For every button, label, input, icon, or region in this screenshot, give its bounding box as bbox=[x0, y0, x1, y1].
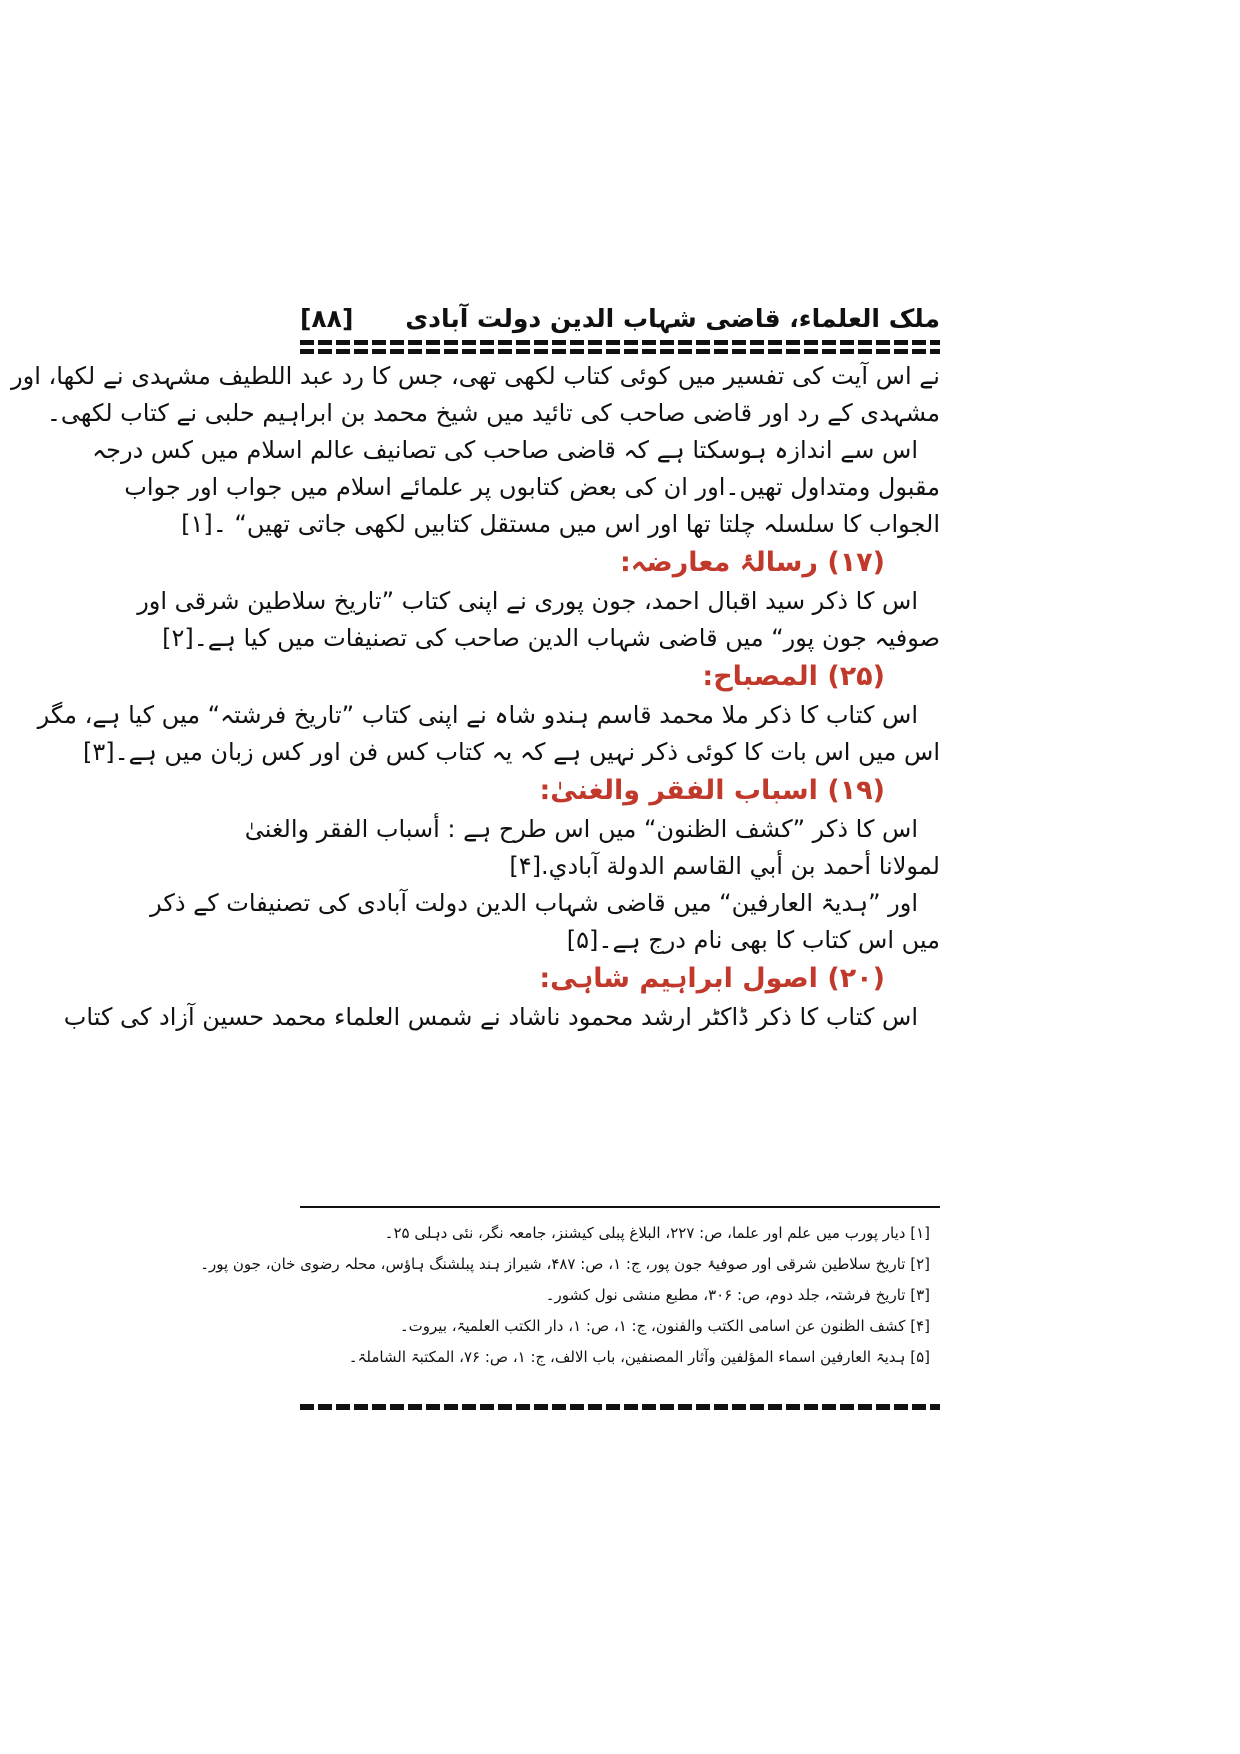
document-page bbox=[11, 300, 940, 1450]
footnote-5: [۵] ہدیۃ العارفین اسماء المؤلفین وآثار المصنفین، باب الالف، ج: ۱، ص: ۷۶، المکتبۃ الشاملۃ۔ bbox=[348, 1348, 930, 1366]
paragraph-line: مقبول ومتداول تھیں۔اور ان کی بعض کتابوں پر علمائے اسلام میں جواب اور جواب bbox=[124, 473, 940, 501]
footer-dashed-rule bbox=[300, 1404, 940, 1410]
page-number: [۸۸] bbox=[300, 304, 354, 333]
paragraph-line: اس کا ذکر ”کشف الظنون“ میں اس طرح ہے : أسباب الفقر والغنیٰ bbox=[244, 815, 918, 843]
paragraph-line: اس میں اس بات کا کوئی ذکر نہیں ہے کہ یہ کتاب کس فن اور کس زبان میں ہے۔[۳] bbox=[82, 738, 940, 766]
footnotes bbox=[200, 1218, 940, 1373]
paragraph-line: میں اس کتاب کا بھی نام درج ہے۔[۵] bbox=[566, 926, 940, 954]
footnote-3: [۳] تاریخ فرشتہ، جلد دوم، ص: ۳۰۶، مطبع منشی نول کشور۔ bbox=[545, 1286, 930, 1304]
footnote-1: [۱] دیار پورب میں علم اور علما، ص: ۲۲۷، البلاغ پبلی کیشنز، جامعہ نگر، نئی دہلی ۲۵۔ bbox=[384, 1224, 930, 1242]
paragraph-line: صوفیہ جون پور“ میں قاضی شہاب الدین صاحب کی تصنیفات میں کیا ہے۔[۲] bbox=[162, 624, 940, 652]
header-dashed-rule bbox=[300, 340, 940, 345]
section-heading-20: (۲۰) اصول ابراہیم شاہی: bbox=[539, 963, 885, 994]
paragraph-line: اس سے اندازہ ہوسکتا ہے کہ قاضی صاحب کی تصانیف عالم اسلام میں کس درجہ bbox=[92, 436, 918, 464]
paragraph-line: الجواب کا سلسلہ چلتا تھا اور اس میں مستقل کتابیں لکھی جاتی تھیں“ ۔[۱] bbox=[181, 510, 940, 538]
page-header bbox=[300, 300, 940, 340]
paragraph-line: مشہدی کے رد اور قاضی صاحب کی تائید میں شیخ محمد بن ابراہیم حلبی نے کتاب لکھی۔ bbox=[46, 399, 940, 427]
running-title: ملک العلماء، قاضی شہاب الدین دولت آبادی bbox=[405, 304, 940, 333]
footnote-2: [۲] تاریخ سلاطین شرقی اور صوفیۂ جون پور، ج: ۱، ص: ۴۸۷، شیراز ہند پبلشنگ ہاؤس، محلہ رضوی خان، جون پور۔ bbox=[200, 1255, 930, 1273]
paragraph-line: اس کتاب کا ذکر ڈاکٹر ارشد محمود ناشاد نے شمس العلماء محمد حسین آزاد کی کتاب bbox=[63, 1003, 918, 1031]
paragraph-line: نے اس آیت کی تفسیر میں کوئی کتاب لکھی تھی، جس کا رد عبد اللطیف مشہدی نے لکھا، اور bbox=[11, 362, 940, 390]
body-text bbox=[11, 358, 940, 1036]
footnote-4: [۴] کشف الظنون عن اسامی الکتب والفنون، ج: ۱، ص: ۱، دار الکتب العلمیۃ، بیروت۔ bbox=[399, 1317, 930, 1335]
section-heading-25: (۲۵) المصباح: bbox=[702, 661, 885, 692]
paragraph-line: اس کتاب کا ذکر ملا محمد قاسم ہندو شاہ نے اپنی کتاب ”تاریخ فرشتہ“ میں کیا ہے، مگر bbox=[37, 701, 918, 729]
section-heading-17: (۱۷) رسالۂ معارضہ: bbox=[620, 547, 885, 578]
header-dashed-rule-second bbox=[300, 349, 940, 354]
paragraph-line: لمولانا أحمد بن أبي القاسم الدولة آبادي.[۴] bbox=[509, 852, 940, 880]
section-heading-19: (۱۹) اسباب الفقر والغنیٰ: bbox=[539, 775, 885, 806]
paragraph-line: اور ”ہدیۃ العارفین“ میں قاضی شہاب الدین دولت آبادی کی تصنیفات کے ذکر bbox=[150, 889, 918, 917]
paragraph-line: اس کا ذکر سید اقبال احمد، جون پوری نے اپنی کتاب ”تاریخ سلاطین شرقی اور bbox=[137, 587, 918, 615]
footnote-divider bbox=[300, 1206, 940, 1208]
